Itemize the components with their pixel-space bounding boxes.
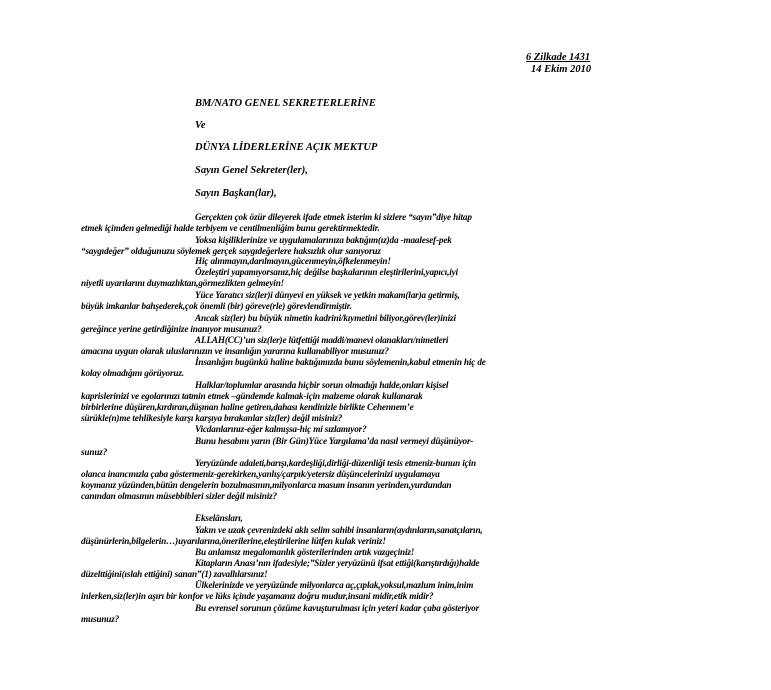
body-line: Bunu hesabını yarın (Bir Gün)Yüce Yargılama’da nasıl vermeyi düşünüyor-	[195, 436, 474, 446]
body-line: Ancak siz(ler) bu büyük nimetin kadrini/kıymetini biliyor,görev(ler)inizi	[195, 313, 456, 323]
body-line: koymanız yüzünden,bütün dengelerin bozulmasının,milyonlarca masum insanın yerinden,yurdundan	[81, 480, 452, 490]
body-line: Vicdanlarınız-eğer kalmışsa-hiç mi sızlamıyor?	[195, 424, 367, 434]
body-line: Hiç alınmayın,darılmayın,gücenmeyin,öfkelenmeyin!	[195, 256, 391, 266]
body-line: canından olmasının müsebbibleri sizler değil misiniz?	[81, 491, 278, 501]
body-line: musunuz?	[81, 614, 120, 624]
body-line: Gerçekten çok özür dileyerek ifade etmek isterim ki sizlere “sayın”diye hitap	[195, 212, 472, 222]
body-line: gereğince yerine getirdiğinize inanıyor musunuz?	[81, 324, 262, 334]
body-line: Halklar/toplumlar arasında hiçbir sorun olmadığı halde,onları kişisel	[195, 380, 449, 390]
body-line: sunuz?	[81, 447, 108, 457]
body-line: Bu evrensel sorunun çözüme kavuşturulması için yeteri kadar çaba gösteriyor	[195, 603, 480, 613]
body-line: amacına uygun olarak uluslarınızın ve insanlığın yararına kullanabiliyor musunuz?	[81, 346, 389, 356]
body-line: Yoksa kişiliklerinize ve uygulamalarınıza baktığım(ız)da -maalesef-pek	[195, 235, 452, 245]
body-line: inlerken,siz(ler)in aşırı bir konfor ve lüks içinde yaşamanız doğru mudur,insani midir,etik midir?	[81, 591, 434, 601]
body-line: Yakın ve uzak çevrenizdeki aklı selim sahibi insanların(aydınların,sanatçıların,	[195, 525, 483, 535]
body-line: Ülkelerinizde ve yeryüzünde milyonlarca aç,çıplak,yoksul,mazlum inim,inim	[195, 580, 474, 590]
body-line: Bu anlamsız megalomanlık gösterilerinden artık vazgeçiniz!	[195, 547, 415, 557]
body-line: kolay olmadığını görüyoruz.	[81, 368, 184, 378]
body-line: Ekselânsları,	[195, 513, 243, 523]
body-line: düşünürlerin,bilgelerin…)uyarılarına,önerilerine,eleştirilerine lütfen kulak veriniz!	[81, 536, 386, 546]
recipient-heading: BM/NATO GENEL SEKRETERLERİNE	[195, 98, 376, 109]
salutation-presidents: Sayın Başkan(lar),	[195, 188, 277, 199]
letter-title: DÜNYA LİDERLERİNE AÇIK MEKTUP	[195, 142, 378, 153]
body-line: niyetli uyarılarını duymazlıktan,görmezlikten gelmeyin!	[81, 278, 285, 288]
body-line: kaprislerinizi ve egolarınızı tatmin etmek –gündemde kalmak-için malzeme olarak kullanarak	[81, 391, 423, 401]
body-line: etmek içimden gelmediği halde terbiyem ve centilmenliğim bunu gerektirmektedir.	[81, 223, 380, 233]
body-line: Kitapların Anası’nın ifadesiyle;”Sizler yeryüzünü ifsat ettiği(karıştırdığı)halde	[195, 558, 480, 568]
body-line: İnsanlığın bugünkü haline baktığımızda bunu söylemenin,kabul etmenin hiç de	[195, 357, 486, 367]
body-line: sürükle(n)me tehlikesiyle karşı karşıya bırakanlar siz(ler) değil misiniz?	[81, 413, 343, 423]
conjunction-heading: Ve	[195, 120, 206, 131]
salutation-secretaries: Sayın Genel Sekreter(ler),	[195, 165, 308, 176]
body-line: Yeryüzünde adaleti,barışı,kardeşliği,dirliği-düzenliği tesis etmeniz-bunun için	[195, 458, 476, 468]
body-line: birbirlerine düşüren,kırdıran,düşman haline getiren,dahası kendinizle birlikte Cehennem’e	[81, 402, 414, 412]
body-line: olanca inancınızla çaba göstermeniz-gerekirken,yanlış/çarpık/yetersiz düşüncelerinizi uygulamaya	[81, 469, 440, 479]
hijri-date: 6 Zilkade 1431	[526, 52, 591, 63]
body-line: büyük imkanlar bahşederek,çok önemli (bir) göreve(rle) görevlendirmiştir.	[81, 301, 352, 311]
body-line: ALLAH(CC)’un siz(ler)e lütfettiği maddi/manevi olanakları/nimetleri	[195, 335, 449, 345]
body-line: Özeleştiri yapamıyorsanız,hiç değilse başkalarının eleştirilerini,yapıcı,iyi	[195, 267, 458, 277]
body-line: düzelttiğini(ıslah ettiğini) sanan”(1) zavallılarsınız!	[81, 569, 268, 579]
body-line: Yüce Yaratıcı siz(ler)i dünyevi en yüksek ve yetkin makam(lar)a getirmiş,	[195, 290, 460, 300]
gregorian-date: 14 Ekim 2010	[531, 64, 592, 75]
body-line: “saygıdeğer” olduğunuzu söylemek gerçek saygıdeğerlere haksızlık olur sanıyoruz	[81, 246, 381, 256]
